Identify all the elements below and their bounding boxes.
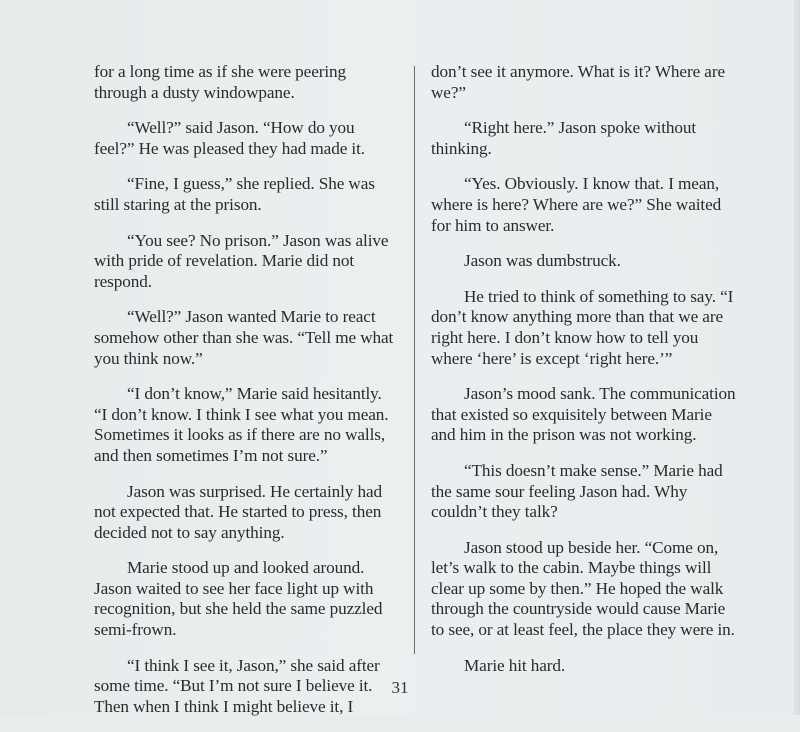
paragraph: “I think I see it, Jason,” she said after some time. “But I’m not sure I believe it. Then when I think I might believe it, I (94, 655, 380, 716)
paragraph: “You see? No prison.” Jason was alive with pride of revelation. Marie did not respond. (94, 230, 389, 291)
right-text-column (431, 62, 736, 691)
paragraph: “Well?” said Jason. “How do you feel?” He was pleased they had made it. (94, 118, 365, 158)
paragraph: “I don’t know,” Marie said hesitantly. “I don’t know. I think I see what you mean. Sometimes it looks as if there are no walls, and then sometimes I’m not sure.” (94, 384, 389, 465)
paragraph: “This doesn’t make sense.” Marie had the same sour feeling Jason had. Why couldn’t they talk? (431, 460, 723, 522)
paragraph: Jason stood up beside her. “Come on, let’s walk to the cabin. Maybe things will clear up some by then.” He hoped the walk through the countryside would cause Marie to see, or at least feel, the place they were in. (431, 537, 735, 640)
left-text-column (94, 62, 399, 732)
paragraph: Marie hit hard. (464, 655, 566, 675)
paragraph: Jason’s mood sank. The communication that existed so exquisitely between Marie and him in the prison was not working. (431, 384, 736, 445)
paragraph: “Well?” Jason wanted Marie to react somehow other than she was. “Tell me what you think now.” (94, 307, 394, 368)
paragraph: Jason was dumbstruck. (464, 251, 621, 271)
paragraph: Marie stood up and looked around. Jason waited to see her face light up with recognition, but she held the same puzzled semi-frown. (94, 558, 383, 640)
paragraph: for a long time as if she were peering through a dusty windowpane. (94, 62, 347, 102)
paragraph: Jason was surprised. He certainly had not expected that. He started to press, then decided not to say anything. (94, 481, 382, 542)
page-edge (794, 0, 800, 715)
page-number: 31 (391, 678, 409, 697)
column-divider (414, 66, 415, 654)
paragraph: “Yes. Obviously. I know that. I mean, where is here? Where are we?” She waited for him to answer. (431, 174, 722, 235)
paragraph: don’t see it anymore. What is it? Where are we?” (431, 62, 725, 102)
paragraph: He tried to think of something to say. “I don’t know anything more than that we are right here. I don’t know how to tell you where ‘here’ is except ‘right here.’” (431, 286, 734, 368)
paragraph: “Right here.” Jason spoke without thinking. (431, 118, 697, 158)
paragraph: “Fine, I guess,” she replied. She was still staring at the prison. (94, 174, 375, 214)
